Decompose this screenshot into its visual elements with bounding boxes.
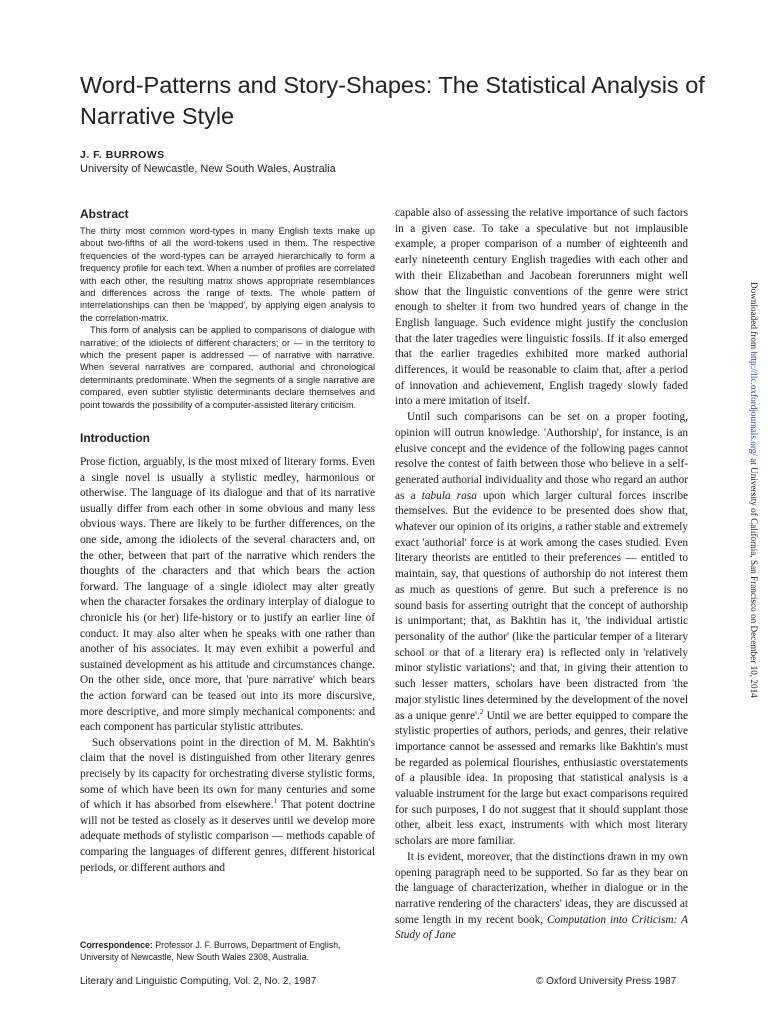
right-paragraph-3-part-a: It is evident, moreover, that the distinctions drawn in my own opening paragraph need to be supported. So far as they bear on the language of characterization, whether in dialogue or in the narrative rendering of the characters' ideas, they are discussed at some length in my recent book, [395, 850, 688, 926]
journal-link[interactable]: http://llc.oxfordjournals.org/ [749, 351, 759, 456]
italic-tabula-rasa: tabula rasa [421, 489, 477, 502]
right-paragraph-1: capable also of assessing the relative importance of such factors in a given case. To take a speculative but not implausible example, a proper comparison of a number of eighteenth and early nineteenth century English tragedies with each other and with their Elizabethan and Jacobean forerunners might well show that the linguistic conventions of the genre were strict enough to shelter it from two hundred years of change in the English language. Such evidence might justify the conclusion that the later tragedies were linguistic fossils. If it also emerged that the earlier tragedies exhibited more marked authorial differences, it would be reasonable to claim that, after a period of innovation and achievement, English tragedy slowly faded into a mere imitation of itself. [395, 207, 688, 408]
italic-book-title: Computation into Criticism: A Study of Jane [395, 913, 688, 942]
page-title: Word-Patterns and Story-Shapes: The Statistical Analysis of Narrative Style [80, 72, 705, 129]
introduction-paragraph-2 [80, 736, 375, 876]
right-column-body [395, 206, 688, 944]
author-affiliation: University of Newcastle, New South Wales, Australia [80, 163, 336, 175]
introduction-heading: Introduction [80, 431, 150, 446]
journal-footer: Literary and Linguistic Computing, Vol. 2, No. 2, 1987 [80, 976, 317, 987]
copyright-footer: © Oxford University Press 1987 [536, 976, 677, 987]
left-column [80, 207, 375, 876]
right-column [395, 206, 688, 944]
abstract-body [80, 225, 375, 411]
right-paragraph-2 [395, 410, 688, 850]
abstract-heading: Abstract [80, 207, 129, 221]
footnote-ref-2[interactable]: 2 [479, 707, 484, 716]
download-watermark [749, 282, 759, 698]
right-paragraph-2-part-a: Until such comparisons can be set on a proper footing, opinion will outrun knowledge. 'Authorship', for instance, is an elusive concept and the evidence of the following pages cannot resolve the contest of faith between those who believe in a self-generated authorial individuality and those who regard an author as a [395, 411, 688, 502]
introduction-paragraph-2-part-b: That potent doctrine will not be tested as closely as it deserves until we develop more adequate methods of stylistic comparison — methods capable of comparing the languages of different genres, different historical periods, or different authors and [80, 799, 375, 874]
abstract-paragraph-1: The thirty most common word-types in many English texts make up about two-fifths of all the word-tokens used in them. The respective frequencies of the word-types can be arrayed hierarchically to form a frequency profile for each text. When a number of profiles are correlated with each other, the resulting matrix shows appropriate resemblances and differences across the range of texts. The whole pattern of interrelationships can then be 'mapped', by applying eigen analysis to the correlation-matrix. [80, 226, 375, 323]
introduction-body [80, 455, 375, 876]
download-suffix: at University of California, San Francisco on December 10, 2014 [749, 455, 759, 698]
right-paragraph-3 [395, 850, 688, 944]
footnote-ref-1[interactable]: 1 [273, 797, 278, 806]
right-paragraph-2-part-b: upon which larger cultural forces inscribe themselves. But the evidence to be presented does show that, whatever our opinion of its origins, a rather stable and extremely exact 'authorial' force is at work among the cases studied. Even literary theorists are entitled to their preferences — entitled to maintain, say, that questions of authorship do not interest them as much as questions of genre. But such a preference is no sound basis for asserting outright that the concept of authorship is unimportant; that, as Bakhtin has it, 'the individual artistic personality of the author' (like the particular temper of a literary school or that of a literary era) is reflected only in 'relatively minor stylistic variations'; and that, in giving their attention to such lesser matters, scholars have been distracted from 'the major stylistic lines determined by the development of the novel as a unique genre'. [395, 489, 688, 722]
correspondence-note [80, 940, 380, 963]
correspondence-text: Professor J. F. Burrows, Department of English, University of Newcastle, New South Wales 2308, Australia. [80, 940, 341, 962]
introduction-paragraph-1: Prose fiction, arguably, is the most mixed of literary forms. Even a single novel is usually a stylistic medley, harmonious or otherwise. The language of its dialogue and that of its narrative usually differ from each other in some obvious and many less obvious ways. There are likely to be further differences, on the one side, among the idiolects of the several characters and, on the other, between that part of the narrative which renders the thoughts of the characters and that which bears the action forward. The language of a single idiolect may alter greatly when the character forsakes the ordinary interplay of dialogue to chronicle his (or her) life-history or to justify an earlier line of conduct. It may also alter when he speaks with one rather than another of his associates. It may even exhibit a powerful and sustained development as his attitude and circumstances change. On the other side, once more, that 'pure narrative' which bears the action forward can be teased out into its more discursive, more descriptive, and more simply mechanical components: and each component has particular stylistic attributes. [80, 456, 375, 734]
correspondence-label: Correspondence: [80, 940, 153, 950]
abstract-paragraph-2: This form of analysis can be applied to comparisons of dialogue with narrative; of the idiolects of different characters; or — in the territory to which the present paper is addressed — of narrative with narrative. When several narratives are compared, authorial and chronological determinants predominate. When the segments of a single narrative are compared, even subtler stylistic determinants declare themselves and point towards the possibility of a computer-assisted literary criticism. [80, 325, 375, 410]
author-name: J. F. BURROWS [80, 149, 165, 161]
introduction-paragraph-2-part-a: Such observations point in the direction of M. M. Bakhtin's claim that the novel is distinguished from other literary genres precisely by its capacity for orchestrating diverse stylistic forms, some of which have been its own for many centuries and some of which it has absorbed from elsewhere. [80, 736, 375, 812]
right-paragraph-2-part-c: Until we are better equipped to compare the stylistic properties of authors, periods, and genres, their relative importance cannot be assessed and remarks like Bakhtin's must be regarded as polemical flourishes, enthusiastic overstatements of a plausible idea. In proposing that statistical analysis is a valuable instrument for the large but exact comparisons required for such purposes, I do not suggest that it should supplant those other, albeit less exact, instruments with which most literary scholars are more familiar. [395, 709, 688, 848]
download-prefix: Downloaded from [749, 282, 759, 352]
